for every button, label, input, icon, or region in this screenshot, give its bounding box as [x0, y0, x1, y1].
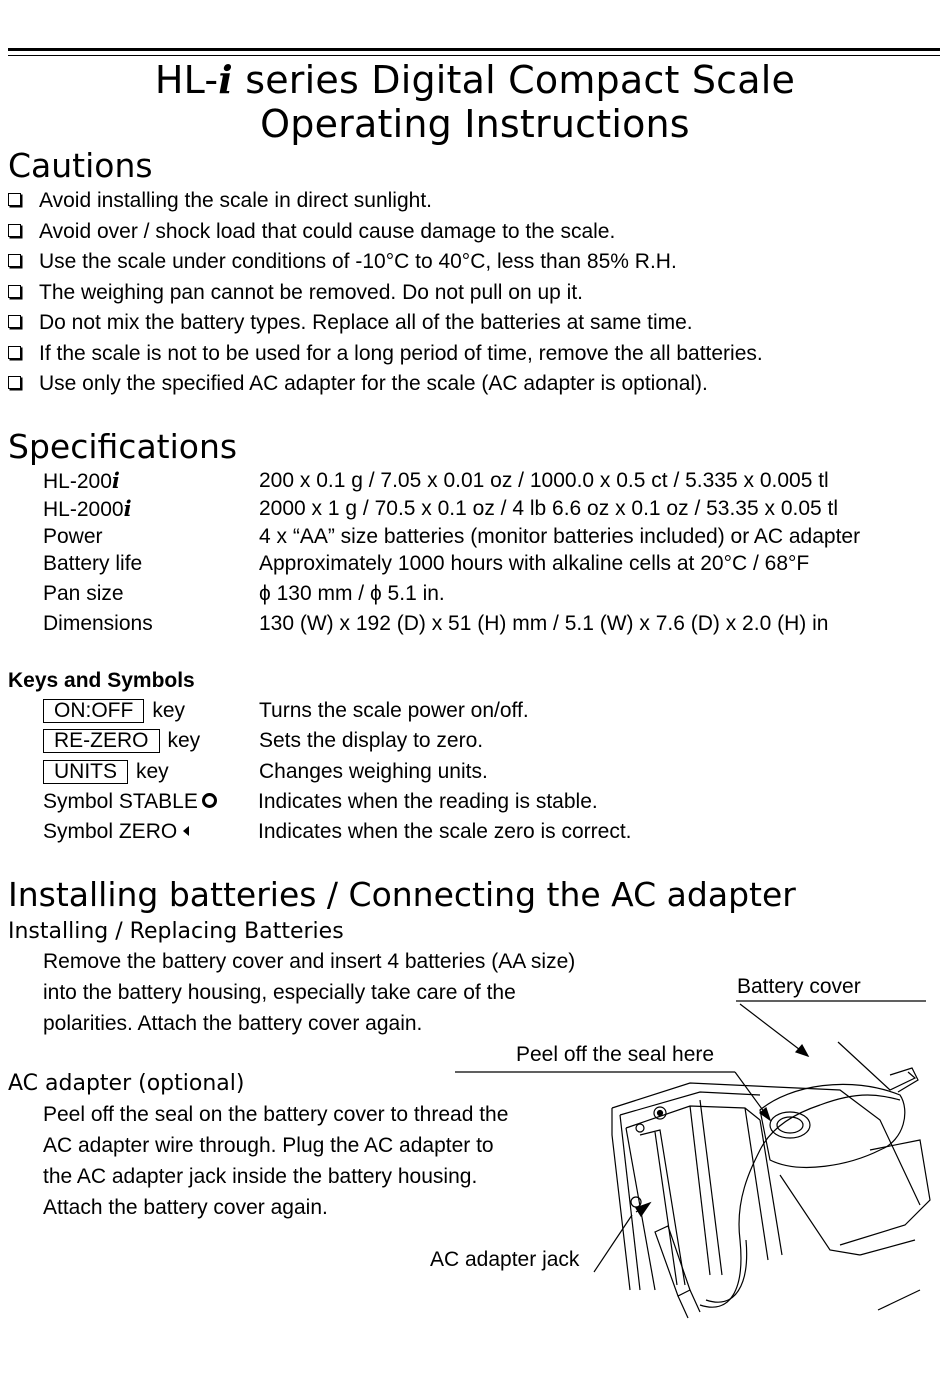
top-rule [8, 48, 940, 51]
checkbox-icon [8, 224, 21, 237]
checkbox-icon [8, 376, 21, 389]
spec-value: 130 (W) x 192 (D) x 51 (H) mm / 5.1 (W) x 7.6 (D) x 2.0 (H) in [259, 612, 829, 635]
checkbox-icon [8, 285, 21, 298]
symbol-desc: Indicates when the reading is stable. [258, 790, 598, 813]
spec-value: 4 x “AA” size batteries (monitor batteries included) or AC adapter [259, 525, 861, 548]
key-desc: Sets the display to zero. [259, 729, 484, 752]
title-line-1: HL-i series Digital Compact Scale [154, 57, 796, 102]
caution-item: The weighing pan cannot be removed. Do not pull on up it. [8, 280, 583, 306]
install-subheading-batteries: Installing / Replacing Batteries [8, 919, 344, 944]
keys-heading: Keys and Symbols [8, 669, 195, 692]
key-desc: Turns the scale power on/off. [259, 699, 529, 722]
spec-label: Pan size [43, 582, 124, 605]
spec-label: Dimensions [43, 612, 153, 635]
spec-label: HL-200i [43, 468, 120, 493]
spec-value: 200 x 0.1 g / 7.05 x 0.01 oz / 1000.0 x 0.5 ct / 5.335 x 0.005 tl [259, 469, 829, 492]
rezero-key: RE-ZERO [43, 729, 160, 753]
spec-label: Power [43, 525, 103, 548]
label-peel-seal: Peel off the seal here [516, 1043, 715, 1066]
symbol-row-stable: Symbol STABLE [43, 789, 217, 815]
install-subheading-ac: AC adapter (optional) [8, 1071, 245, 1096]
key-desc: Changes weighing units. [259, 760, 488, 783]
caution-item: If the scale is not to be used for a long period of time, remove the all batteries. [8, 341, 763, 367]
caution-item: Use only the specified AC adapter for the scale (AC adapter is optional). [8, 371, 708, 397]
onoff-key: ON:OFF [43, 699, 144, 723]
checkbox-icon [8, 193, 21, 206]
checkbox-icon [8, 254, 21, 267]
spec-label: Battery life [43, 552, 143, 575]
units-key: UNITS [43, 760, 128, 784]
install-paragraph-ac: Peel off the seal on the battery cover to thread the AC adapter wire through. Plug the AC adapter to the AC adapter jack inside the battery housing. Attach the battery cover again. [43, 1103, 509, 1219]
checkbox-icon [8, 315, 21, 328]
key-row-rezero: RE-ZERO key [43, 728, 200, 754]
caution-item: Use the scale under conditions of -10°C to 40°C, less than 85% R.H. [8, 249, 677, 275]
key-row-units: UNITS key [43, 759, 169, 785]
caution-item: Avoid installing the scale in direct sunlight. [8, 188, 432, 214]
caution-item: Avoid over / shock load that could cause damage to the scale. [8, 219, 615, 245]
cautions-heading: Cautions [8, 146, 153, 185]
specifications-heading: Specifications [8, 427, 238, 466]
spec-value: Approximately 1000 hours with alkaline cells at 20°C / 68°F [259, 552, 810, 575]
spec-value: ϕ 130 mm / ϕ 5.1 in. [259, 582, 445, 605]
stable-circle-icon [202, 793, 217, 808]
symbol-desc: Indicates when the scale zero is correct. [258, 820, 632, 843]
top-rule-thin [8, 55, 940, 56]
title-line-2: Operating Instructions [260, 102, 690, 146]
spec-label: HL-2000i [43, 496, 132, 521]
zero-triangle-icon [183, 826, 189, 836]
caution-item: Do not mix the battery types. Replace all of the batteries at same time. [8, 310, 693, 336]
checkbox-icon [8, 346, 21, 359]
battery-housing-illustration [430, 990, 940, 1320]
install-heading: Installing batteries / Connecting the AC adapter [8, 875, 796, 914]
label-ac-jack: AC adapter jack [430, 1248, 580, 1271]
label-battery-cover: Battery cover [737, 975, 861, 998]
symbol-row-zero: Symbol ZERO [43, 819, 189, 845]
install-paragraph-batteries: Remove the battery cover and insert 4 batteries (AA size) into the battery housing, especially take care of the polarities. Attach the battery cover again. [43, 950, 576, 1035]
key-row-onoff: ON:OFF key [43, 698, 185, 724]
spec-value: 2000 x 1 g / 70.5 x 0.1 oz / 4 lb 6.6 oz x 0.1 oz / 53.35 x 0.05 tl [259, 497, 839, 520]
